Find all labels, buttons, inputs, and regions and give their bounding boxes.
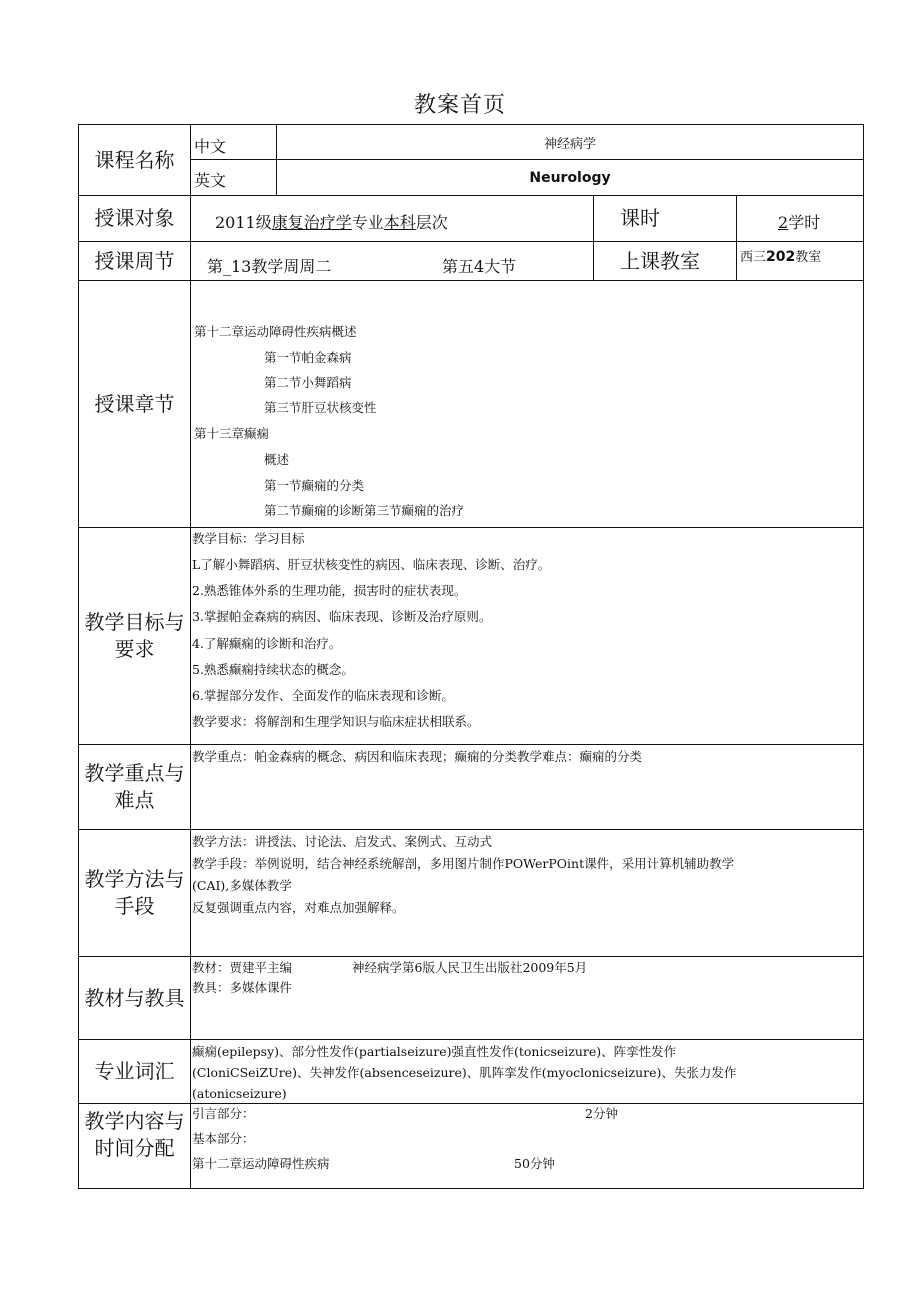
methods-label: 教学方法与手段 [84, 867, 185, 918]
chapter-item: 第二节小舞蹈病 [264, 375, 352, 390]
course-zh-label: 中文 [194, 137, 227, 156]
chapter-item: 第十二章运动障碍性疾病概述 [194, 324, 357, 339]
vocab-line: 癫痫(epilepsy)、部分性发作(partialseizure)强直性发作(tonicseizure)、阵挛性发作 [192, 1044, 677, 1059]
materials-tools: 教具：多媒体课件 [192, 980, 293, 995]
course-en-label: 英文 [194, 171, 227, 190]
objective-item: 教学要求：将解剖和生理学知识与临床症状相联系。 [192, 714, 480, 729]
method-line: 教学手段：举例说明，结合神经系统解剖，多用图片制作POWerPOint课件，采用计算机辅助教学 [192, 856, 735, 871]
chapter-item: 第十三章癫痫 [194, 426, 270, 441]
week-period: 第五4大节 [442, 257, 517, 276]
course-name-label: 课程名称 [94, 147, 175, 172]
audience-label: 授课对象 [94, 206, 175, 230]
week-label: 授课周节 [94, 248, 175, 273]
objectives-label: 教学目标与要求 [84, 610, 185, 661]
course-zh-value: 神经病学 [543, 136, 596, 152]
key-points-text: 教学重点：帕金森病的概念、病因和临床表现；癫痫的分类教学难点：癫痫的分类 [192, 749, 643, 764]
materials-book-editor: 教材：贾建平主编 [192, 960, 293, 975]
objective-item: 4.了解癫痫的诊断和治疗。 [192, 636, 342, 651]
course-en-value: Neurology [529, 169, 611, 186]
method-line: (CAI),多媒体教学 [192, 878, 292, 893]
hours-value: 2学时 [778, 213, 821, 232]
chapter-item: 第一节帕金森病 [264, 350, 352, 365]
chapter-item: 第一节癫痫的分类 [264, 478, 365, 493]
chapters-label: 授课章节 [94, 391, 175, 416]
content-time-label: 教学内容与时间分配 [84, 1109, 185, 1160]
page-title: 教案首页 [413, 93, 506, 118]
chapter-item: 概述 [264, 452, 290, 467]
chapter-item: 第三节肝豆状核变性 [264, 400, 377, 415]
objective-item: 5.熟悉癫痫持续状态的概念。 [192, 662, 354, 677]
audience-value: 2011级康复治疗学专业本科层次 [215, 213, 448, 232]
objective-item: 2.熟悉锥体外系的生理功能，损害时的症状表现。 [192, 583, 467, 598]
method-line: 教学方法：讲授法、讨论法、启发式、案例式、互动式 [192, 834, 493, 849]
objective-item: 3.掌握帕金森病的病因、临床表现、诊断及治疗原则。 [192, 609, 492, 624]
ch12-time: 50分钟 [514, 1156, 555, 1171]
vocab-label: 专业词汇 [94, 1059, 175, 1083]
vocab-line: (CloniCSeiZUre)、失神发作(absenceseizure)、肌阵挛发作(myoclonicseizure)、失张力发作 [192, 1065, 737, 1080]
intro-label: 引言部分： [192, 1106, 255, 1121]
hours-label: 课时 [620, 206, 660, 230]
week-day: 第_13教学周周二 [207, 257, 332, 276]
classroom-label: 上课教室 [620, 248, 700, 273]
intro-time: 2分钟 [585, 1106, 618, 1121]
objective-item: 6.掌握部分发作、全面发作的临床表现和诊断。 [192, 688, 454, 703]
classroom-value: 西三202教室 [740, 249, 822, 265]
ch12-label: 第十二章运动障碍性疾病 [192, 1156, 330, 1171]
objective-item: 教学目标：学习目标 [192, 531, 305, 546]
materials-label: 教材与教具 [84, 985, 185, 1010]
basic-label: 基本部分： [192, 1131, 255, 1146]
method-line: 反复强调重点内容，对难点加强解释。 [192, 900, 405, 915]
objective-item: L了解小舞蹈病、肝豆状核变性的病因、临床表现、诊断、治疗。 [192, 557, 551, 572]
key-points-label: 教学重点与难点 [84, 761, 185, 812]
vocab-line: (atonicseizure) [192, 1086, 287, 1101]
materials-book-title: 神经病学第6版人民卫生出版社2009年5月 [352, 960, 588, 975]
chapter-item: 第二节癫痫的诊断第三节癫痫的治疗 [264, 503, 465, 518]
